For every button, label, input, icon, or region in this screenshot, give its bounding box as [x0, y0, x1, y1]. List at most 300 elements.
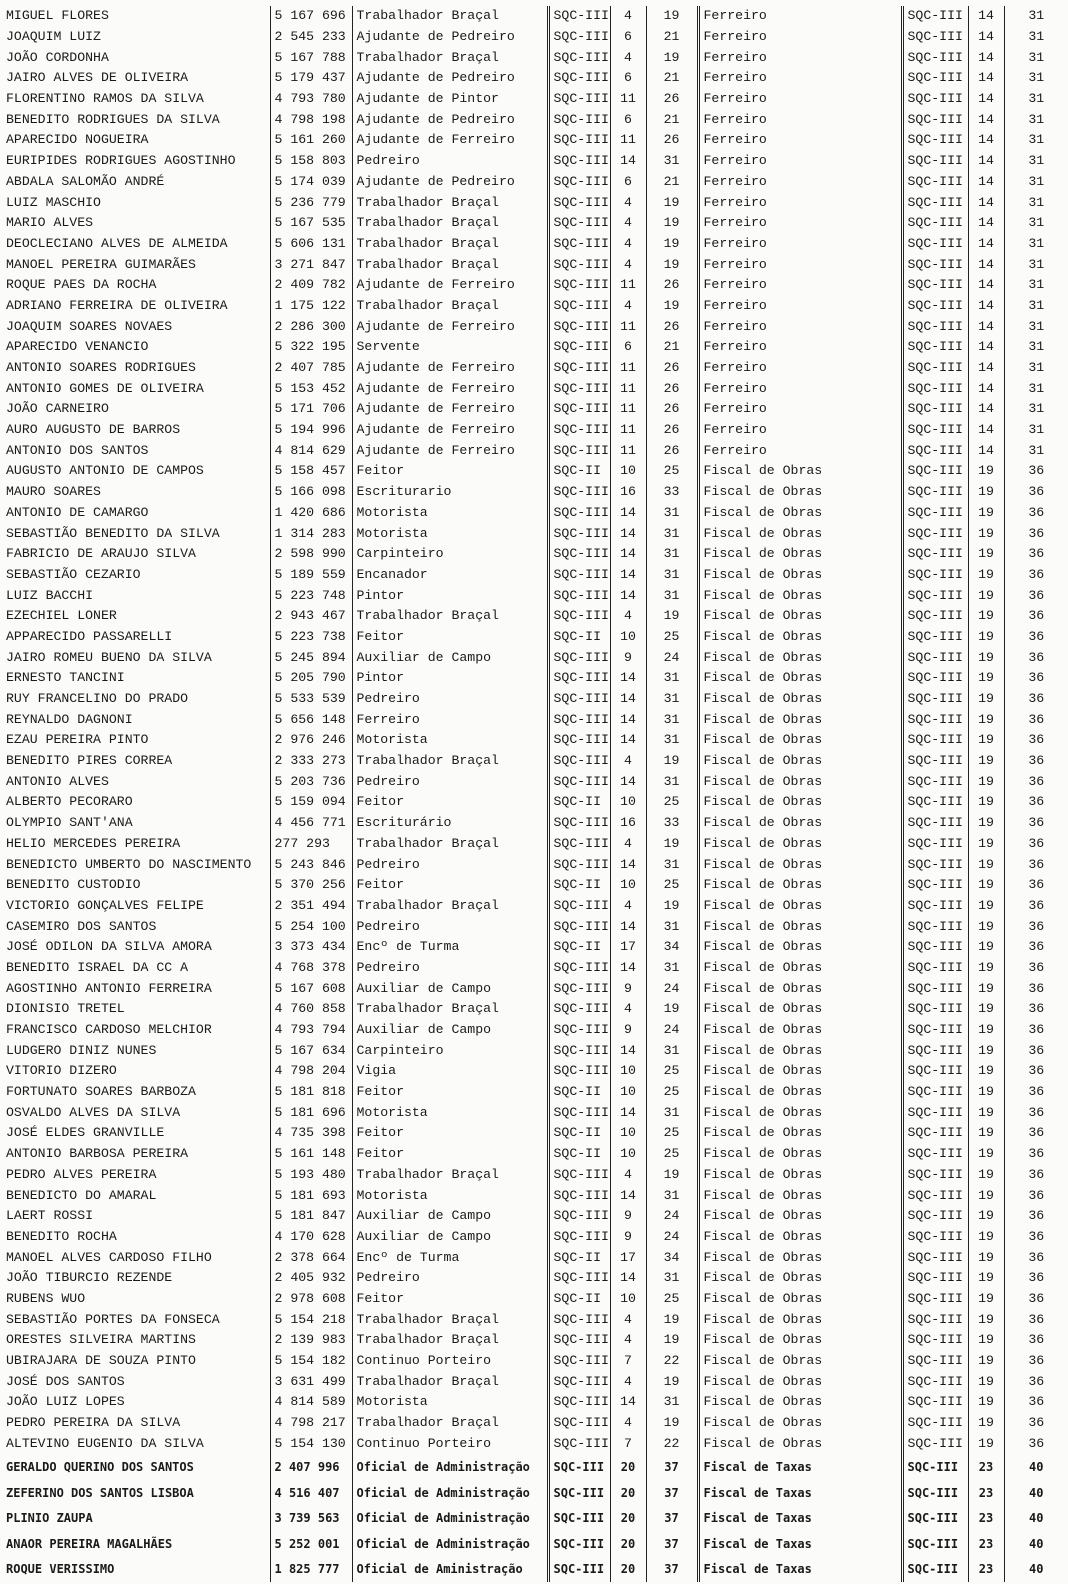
new-position: Fiscal de Obras [698, 751, 902, 772]
current-position: Motorista [352, 730, 548, 751]
current-position: Feitor [352, 461, 548, 482]
current-position: Motorista [352, 523, 548, 544]
new-table: SQC-III [902, 1123, 968, 1144]
current-ref-end: 26 [646, 89, 698, 110]
registration-number: 3 373 434 [270, 937, 352, 958]
table-row [2, 1247, 1068, 1268]
current-position: Ajudante de Pedreiro [352, 27, 548, 48]
employee-name: BENEDITO PIRES CORREA [6, 753, 173, 769]
new-ref-end: 36 [1004, 503, 1068, 524]
current-ref-start: 14 [610, 730, 646, 751]
registration-number: 4 768 378 [270, 958, 352, 979]
employee-name: BENEDITO ISRAEL DA CC A [6, 959, 189, 975]
current-ref-end: 31 [646, 1268, 698, 1289]
current-table: SQC-III [548, 647, 610, 668]
current-ref-start: 17 [610, 937, 646, 958]
new-ref-end: 36 [1004, 813, 1068, 834]
current-ref-end: 25 [646, 875, 698, 896]
employee-name: EURIPIDES RODRIGUES AGOSTINHO [6, 153, 236, 169]
current-table: SQC-III [548, 378, 610, 399]
new-ref-end: 31 [1004, 89, 1068, 110]
registration-number: 5 167 535 [270, 213, 352, 234]
new-ref-end: 31 [1004, 151, 1068, 172]
current-ref-end: 31 [646, 151, 698, 172]
current-table: SQC-III [548, 854, 610, 875]
table-row [2, 47, 1068, 68]
current-position: Carpinteiro [352, 544, 548, 565]
current-ref-start: 7 [610, 1351, 646, 1372]
new-ref-end: 31 [1004, 399, 1068, 420]
registration-number: 2 545 233 [270, 27, 352, 48]
new-table: SQC-III [902, 130, 968, 151]
new-position: Fiscal de Obras [698, 689, 902, 710]
new-table: SQC-III [902, 709, 968, 730]
table-row [2, 27, 1068, 48]
employee-name: ANTONIO SOARES RODRIGUES [6, 360, 196, 376]
current-table: SQC-III [548, 1330, 610, 1351]
new-position: Ferreiro [698, 337, 902, 358]
new-ref-start: 19 [968, 1392, 1004, 1413]
new-ref-end: 31 [1004, 337, 1068, 358]
new-position: Fiscal de Taxas [698, 1557, 902, 1583]
new-table: SQC-III [902, 378, 968, 399]
new-position: Ferreiro [698, 172, 902, 193]
new-ref-start: 14 [968, 192, 1004, 213]
current-table: SQC-III [548, 834, 610, 855]
new-ref-start: 19 [968, 1433, 1004, 1454]
new-table: SQC-III [902, 1247, 968, 1268]
table-row [2, 109, 1068, 130]
current-table: SQC-III [548, 999, 610, 1020]
table-row [2, 378, 1068, 399]
new-position: Fiscal de Obras [698, 1185, 902, 1206]
current-table: SQC-III [548, 1454, 610, 1480]
new-ref-start: 19 [968, 1061, 1004, 1082]
employee-name: ALTEVINO EUGENIO DA SILVA [6, 1435, 204, 1451]
new-ref-start: 14 [968, 6, 1004, 27]
new-ref-end: 36 [1004, 1165, 1068, 1186]
new-position: Fiscal de Obras [698, 523, 902, 544]
registration-number: 2 378 664 [270, 1247, 352, 1268]
current-ref-start: 14 [610, 958, 646, 979]
current-position: Auxiliar de Campo [352, 1020, 548, 1041]
new-ref-start: 19 [968, 1102, 1004, 1123]
current-table: SQC-III [548, 482, 610, 503]
new-position: Fiscal de Obras [698, 1330, 902, 1351]
new-ref-start: 19 [968, 730, 1004, 751]
current-position: Trabalhador Braçal [352, 1165, 548, 1186]
current-position: Feitor [352, 1082, 548, 1103]
current-table: SQC-III [548, 565, 610, 586]
current-table: SQC-III [548, 978, 610, 999]
employee-name: ANTONIO DE CAMARGO [6, 504, 149, 520]
table-row [2, 523, 1068, 544]
new-ref-start: 19 [968, 647, 1004, 668]
registration-number: 1 175 122 [270, 296, 352, 317]
current-ref-end: 21 [646, 68, 698, 89]
current-table: SQC-II [548, 1123, 610, 1144]
table-row [2, 296, 1068, 317]
table-row [2, 316, 1068, 337]
current-position: Ajudante de Ferreiro [352, 130, 548, 151]
registration-number: 4 798 217 [270, 1413, 352, 1434]
new-ref-end: 36 [1004, 1227, 1068, 1248]
new-ref-end: 31 [1004, 6, 1068, 27]
new-ref-start: 14 [968, 172, 1004, 193]
new-position: Ferreiro [698, 6, 902, 27]
new-table: SQC-III [902, 275, 968, 296]
new-table: SQC-III [902, 1309, 968, 1330]
new-position: Fiscal de Obras [698, 1020, 902, 1041]
new-ref-start: 14 [968, 47, 1004, 68]
new-table: SQC-III [902, 647, 968, 668]
current-position: Carpinteiro [352, 1040, 548, 1061]
table-row [2, 606, 1068, 627]
current-table: SQC-III [548, 1040, 610, 1061]
current-ref-end: 31 [646, 585, 698, 606]
current-position: Trabalhador Braçal [352, 999, 548, 1020]
current-ref-end: 24 [646, 1227, 698, 1248]
current-ref-start: 11 [610, 420, 646, 441]
new-position: Fiscal de Obras [698, 503, 902, 524]
table-row [2, 1557, 1068, 1583]
current-table: SQC-III [548, 89, 610, 110]
employee-name: PEDRO PEREIRA DA SILVA [6, 1415, 181, 1431]
current-ref-end: 31 [646, 503, 698, 524]
new-ref-end: 40 [1004, 1454, 1068, 1480]
registration-number: 5 167 788 [270, 47, 352, 68]
employee-name: ABDALA SALOMÃO ANDRÉ [6, 173, 165, 189]
registration-number: 4 798 198 [270, 109, 352, 130]
employee-name: JOÃO CARNEIRO [6, 401, 109, 417]
current-position: Auxiliar de Campo [352, 978, 548, 999]
current-ref-end: 19 [646, 751, 698, 772]
new-table: SQC-III [902, 296, 968, 317]
current-table: SQC-III [548, 337, 610, 358]
new-ref-start: 23 [968, 1531, 1004, 1557]
table-row [2, 192, 1068, 213]
new-ref-end: 36 [1004, 1268, 1068, 1289]
table-row [2, 172, 1068, 193]
new-position: Ferreiro [698, 275, 902, 296]
registration-number: 4 170 628 [270, 1227, 352, 1248]
table-row [2, 1144, 1068, 1165]
new-ref-end: 36 [1004, 544, 1068, 565]
table-row [2, 234, 1068, 255]
new-position: Fiscal de Obras [698, 792, 902, 813]
table-row [2, 668, 1068, 689]
current-table: SQC-II [548, 1144, 610, 1165]
current-ref-end: 19 [646, 1330, 698, 1351]
current-table: SQC-III [548, 68, 610, 89]
new-table: SQC-III [902, 440, 968, 461]
new-ref-start: 19 [968, 834, 1004, 855]
registration-number: 5 166 098 [270, 482, 352, 503]
new-position: Fiscal de Obras [698, 771, 902, 792]
new-ref-start: 19 [968, 565, 1004, 586]
current-ref-start: 4 [610, 1413, 646, 1434]
current-table: SQC-III [548, 1433, 610, 1454]
registration-number: 5 254 100 [270, 916, 352, 937]
current-position: Feitor [352, 1144, 548, 1165]
new-table: SQC-III [902, 1371, 968, 1392]
current-table: SQC-III [548, 1185, 610, 1206]
table-row [2, 151, 1068, 172]
registration-number: 5 189 559 [270, 565, 352, 586]
current-ref-end: 25 [646, 792, 698, 813]
current-position: Trabalhador Braçal [352, 896, 548, 917]
employee-name: ANAOR PEREIRA MAGALHÃES [6, 1536, 173, 1551]
table-row [2, 461, 1068, 482]
new-ref-end: 40 [1004, 1531, 1068, 1557]
new-ref-start: 19 [968, 503, 1004, 524]
current-ref-start: 14 [610, 1268, 646, 1289]
registration-number: 5 159 094 [270, 792, 352, 813]
new-table: SQC-III [902, 1289, 968, 1310]
current-table: SQC-III [548, 254, 610, 275]
new-ref-start: 19 [968, 1040, 1004, 1061]
current-position: Pedreiro [352, 771, 548, 792]
current-table: SQC-III [548, 47, 610, 68]
new-ref-end: 36 [1004, 1061, 1068, 1082]
employee-name: PLINIO ZAUPA [6, 1511, 93, 1526]
table-row [2, 275, 1068, 296]
employee-name: DIONISIO TRETEL [6, 1001, 125, 1017]
new-position: Ferreiro [698, 192, 902, 213]
current-table: SQC-III [548, 1392, 610, 1413]
current-ref-start: 14 [610, 503, 646, 524]
employee-name: LUDGERO DINIZ NUNES [6, 1042, 157, 1058]
new-ref-end: 36 [1004, 668, 1068, 689]
current-ref-end: 31 [646, 523, 698, 544]
current-table: SQC-III [548, 172, 610, 193]
current-table: SQC-III [548, 1371, 610, 1392]
current-position: Oficial de Aministração [352, 1557, 548, 1583]
registration-number: 3 271 847 [270, 254, 352, 275]
employee-name: REYNALDO DAGNONI [6, 711, 133, 727]
registration-number: 5 245 894 [270, 647, 352, 668]
table-row [2, 999, 1068, 1020]
table-row [2, 1289, 1068, 1310]
employee-name: JAIRO ALVES DE OLIVEIRA [6, 70, 189, 86]
employee-name: JOÃO TIBURCIO REZENDE [6, 1270, 173, 1286]
table-row [2, 1165, 1068, 1186]
new-ref-end: 31 [1004, 234, 1068, 255]
current-ref-start: 4 [610, 254, 646, 275]
employee-name: EZAU PEREIRA PINTO [6, 732, 149, 748]
table-row [2, 1185, 1068, 1206]
employee-name: OLYMPIO SANT'ANA [6, 815, 133, 831]
employee-name: AGOSTINHO ANTONIO FERREIRA [6, 980, 212, 996]
employee-name: LUIZ MASCHIO [6, 194, 101, 210]
new-position: Fiscal de Obras [698, 1102, 902, 1123]
table-row [2, 503, 1068, 524]
current-ref-end: 31 [646, 1102, 698, 1123]
new-ref-end: 36 [1004, 1082, 1068, 1103]
current-ref-end: 24 [646, 1020, 698, 1041]
new-ref-end: 36 [1004, 1392, 1068, 1413]
new-table: SQC-III [902, 854, 968, 875]
current-table: SQC-III [548, 544, 610, 565]
new-table: SQC-III [902, 482, 968, 503]
new-table: SQC-III [902, 234, 968, 255]
employee-name: MAURO SOARES [6, 484, 101, 500]
employee-name: FABRICIO DE ARAUJO SILVA [6, 546, 196, 562]
new-position: Fiscal de Obras [698, 565, 902, 586]
current-ref-start: 14 [610, 771, 646, 792]
current-ref-start: 4 [610, 1330, 646, 1351]
table-row [2, 771, 1068, 792]
current-ref-end: 31 [646, 709, 698, 730]
current-ref-end: 26 [646, 440, 698, 461]
new-table: SQC-III [902, 461, 968, 482]
registration-number: 2 976 246 [270, 730, 352, 751]
new-ref-start: 19 [968, 1289, 1004, 1310]
new-position: Fiscal de Obras [698, 834, 902, 855]
new-ref-end: 31 [1004, 358, 1068, 379]
current-ref-start: 6 [610, 27, 646, 48]
current-ref-start: 10 [610, 461, 646, 482]
new-ref-end: 36 [1004, 461, 1068, 482]
employee-name: HELIO MERCEDES PEREIRA [6, 835, 181, 851]
new-ref-end: 36 [1004, 1102, 1068, 1123]
new-position: Fiscal de Obras [698, 1206, 902, 1227]
new-table: SQC-III [902, 1505, 968, 1531]
new-table: SQC-III [902, 1185, 968, 1206]
new-table: SQC-III [902, 1433, 968, 1454]
current-position: Auxiliar de Campo [352, 1227, 548, 1248]
current-ref-start: 4 [610, 751, 646, 772]
new-table: SQC-III [902, 89, 968, 110]
registration-number: 4 814 589 [270, 1392, 352, 1413]
current-position: Feitor [352, 792, 548, 813]
new-ref-end: 36 [1004, 523, 1068, 544]
current-ref-end: 31 [646, 730, 698, 751]
new-position: Fiscal de Obras [698, 854, 902, 875]
current-table: SQC-III [548, 316, 610, 337]
registration-number: 4 814 629 [270, 440, 352, 461]
new-table: SQC-III [902, 1206, 968, 1227]
current-position: Oficial de Administração [352, 1480, 548, 1506]
current-ref-start: 11 [610, 399, 646, 420]
current-ref-start: 20 [610, 1557, 646, 1583]
table-row [2, 68, 1068, 89]
current-ref-end: 21 [646, 337, 698, 358]
table-row [2, 875, 1068, 896]
new-ref-start: 19 [968, 813, 1004, 834]
current-ref-start: 9 [610, 1020, 646, 1041]
current-ref-end: 21 [646, 109, 698, 130]
current-ref-end: 21 [646, 27, 698, 48]
new-table: SQC-III [902, 1454, 968, 1480]
new-table: SQC-III [902, 1330, 968, 1351]
employee-name: JOÃO CORDONHA [6, 49, 109, 65]
current-ref-start: 14 [610, 854, 646, 875]
new-ref-start: 19 [968, 1268, 1004, 1289]
current-ref-end: 25 [646, 1061, 698, 1082]
table-row [2, 213, 1068, 234]
new-ref-start: 19 [968, 1413, 1004, 1434]
current-table: SQC-III [548, 399, 610, 420]
new-table: SQC-III [902, 978, 968, 999]
new-table: SQC-III [902, 503, 968, 524]
current-position: Ajudante de Ferreiro [352, 275, 548, 296]
table-row [2, 358, 1068, 379]
new-ref-end: 31 [1004, 109, 1068, 130]
table-row [2, 1020, 1068, 1041]
current-table: SQC-III [548, 1061, 610, 1082]
current-ref-start: 20 [610, 1505, 646, 1531]
current-ref-start: 6 [610, 337, 646, 358]
current-ref-start: 4 [610, 1165, 646, 1186]
current-position: Encº de Turma [352, 1247, 548, 1268]
current-table: SQC-III [548, 771, 610, 792]
registration-number: 5 171 706 [270, 399, 352, 420]
current-table: SQC-III [548, 234, 610, 255]
employee-name: LAERT ROSSI [6, 1208, 94, 1224]
employee-name: JOSÉ ODILON DA SILVA AMORA [6, 939, 212, 955]
table-row [2, 1330, 1068, 1351]
table-row [2, 916, 1068, 937]
employee-name: MARIO ALVES [6, 215, 94, 231]
registration-number: 5 203 736 [270, 771, 352, 792]
employee-name: ERNESTO TANCINI [6, 670, 125, 686]
new-position: Fiscal de Obras [698, 1227, 902, 1248]
current-table: SQC-III [548, 130, 610, 151]
registration-number: 5 161 148 [270, 1144, 352, 1165]
current-ref-end: 37 [646, 1480, 698, 1506]
current-ref-end: 25 [646, 1144, 698, 1165]
new-ref-start: 14 [968, 337, 1004, 358]
current-ref-end: 37 [646, 1557, 698, 1583]
current-ref-end: 21 [646, 172, 698, 193]
current-position: Trabalhador Braçal [352, 234, 548, 255]
current-ref-start: 4 [610, 896, 646, 917]
new-position: Fiscal de Obras [698, 1371, 902, 1392]
current-ref-start: 4 [610, 1309, 646, 1330]
current-ref-end: 19 [646, 6, 698, 27]
employee-name: MANOEL PEREIRA GUIMARÃES [6, 256, 196, 272]
current-ref-start: 11 [610, 440, 646, 461]
employee-name: JOAQUIM SOARES NOVAES [6, 318, 173, 334]
new-ref-start: 19 [968, 1185, 1004, 1206]
new-ref-start: 19 [968, 1309, 1004, 1330]
registration-number: 5 252 001 [270, 1531, 352, 1557]
current-position: Ajudante de Pedreiro [352, 172, 548, 193]
new-ref-start: 19 [968, 523, 1004, 544]
employee-name: JOÃO LUIZ LOPES [6, 1394, 125, 1410]
registration-number: 5 181 847 [270, 1206, 352, 1227]
current-ref-end: 26 [646, 378, 698, 399]
new-ref-start: 19 [968, 916, 1004, 937]
new-ref-end: 36 [1004, 647, 1068, 668]
new-ref-end: 36 [1004, 1185, 1068, 1206]
new-ref-start: 19 [968, 1144, 1004, 1165]
new-position: Fiscal de Obras [698, 461, 902, 482]
new-ref-start: 19 [968, 1020, 1004, 1041]
current-ref-start: 4 [610, 606, 646, 627]
employee-name: SEBASTIÃO PORTES DA FONSECA [6, 1311, 220, 1327]
current-position: Servente [352, 337, 548, 358]
new-ref-end: 36 [1004, 978, 1068, 999]
current-position: Pintor [352, 668, 548, 689]
new-table: SQC-III [902, 1082, 968, 1103]
current-ref-end: 19 [646, 896, 698, 917]
employee-name: MIGUEL FLORES [6, 8, 109, 24]
new-position: Fiscal de Obras [698, 999, 902, 1020]
current-ref-end: 19 [646, 234, 698, 255]
employee-name: ZEFERINO DOS SANTOS LISBOA [6, 1485, 194, 1500]
